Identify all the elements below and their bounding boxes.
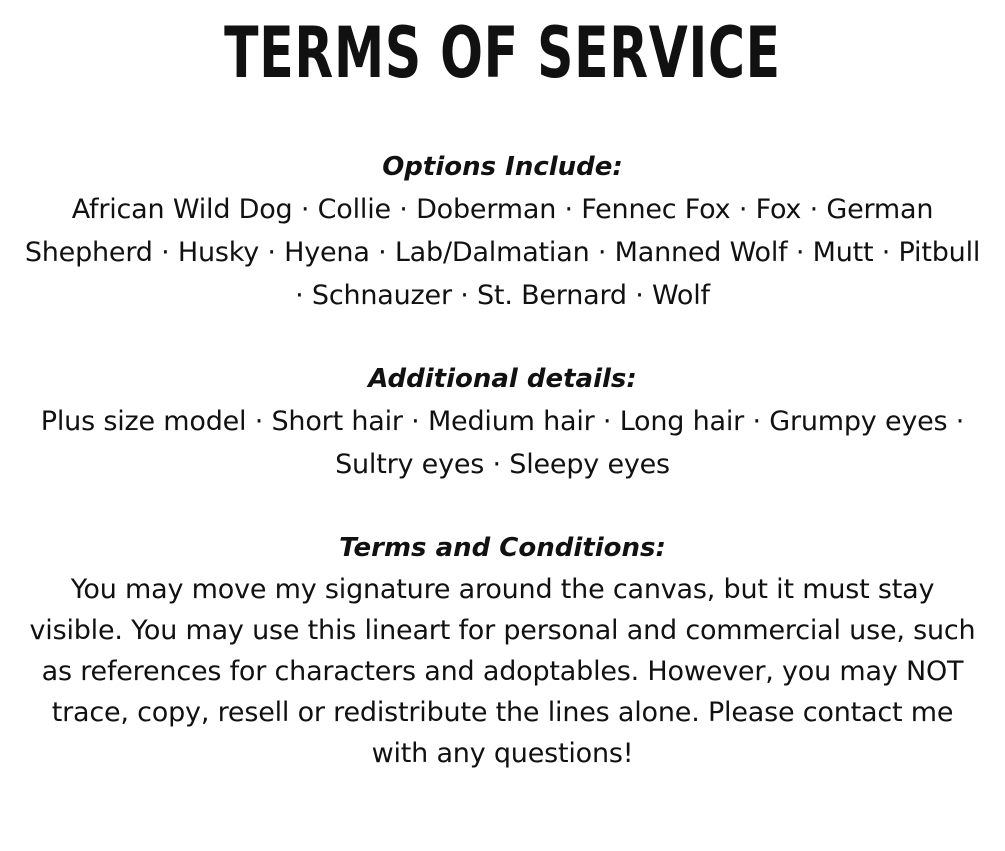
terms-heading: Terms and Conditions: — [339, 533, 666, 563]
terms-section — [20, 527, 985, 774]
options-heading: Options Include: — [382, 152, 623, 182]
page-title: TERMS OF SERVICE — [224, 12, 781, 94]
details-heading: Additional details: — [368, 364, 637, 394]
terms-text: You may move my signature around the canvas, but it must stay visible. You may use this lineart for personal and commercial use, such as references for characters and adoptables. However, you may NOT trace, copy, resell or redistribute the lines alone. Please contact me with any questions! — [29, 574, 976, 769]
details-list: Plus size model · Short hair · Medium hair · Long hair · Grumpy eyes · Sultry eyes · Sleepy eyes — [40, 406, 965, 480]
details-section — [20, 358, 985, 486]
options-section — [20, 146, 985, 317]
options-list: African Wild Dog · Collie · Doberman · Fennec Fox · Fox · German Shepherd · Husky · Hyena · Lab/Dalmatian · Manned Wolf · Mutt · Pitbull · Schnauzer · St. Bernard · Wolf — [24, 194, 981, 311]
